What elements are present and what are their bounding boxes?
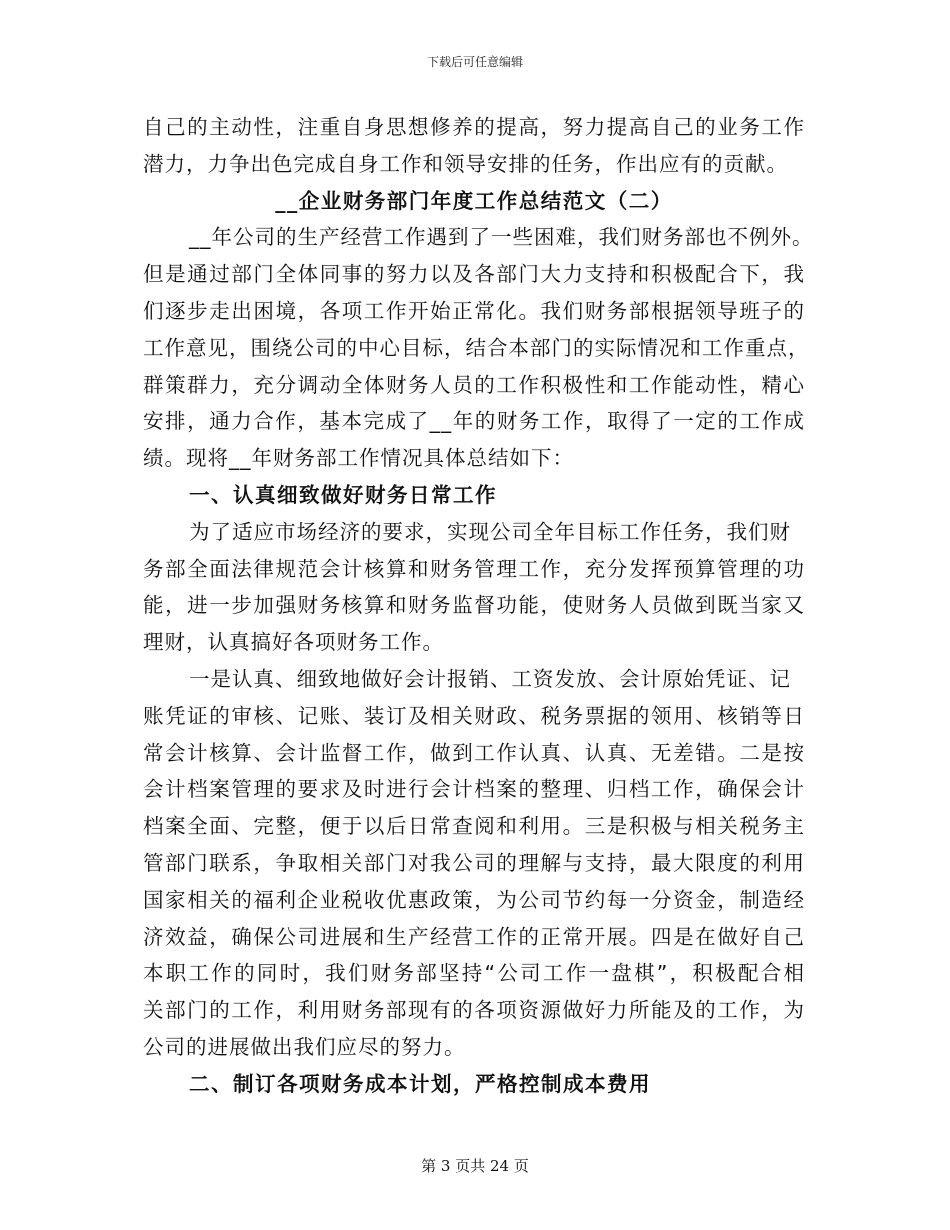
paragraph-line: 但是通过部门全体同事的努力以及各部门大力支持和积极配合下，我 bbox=[143, 262, 805, 287]
paragraph-line: 安排，通力合作，基本完成了__年的财务工作，取得了一定的工作成 bbox=[143, 409, 805, 434]
page-header: 下载后可任意编辑 bbox=[426, 55, 523, 69]
paragraph-line: 务部全面法律规范会计核算和财务管理工作，充分发挥预算管理的功 bbox=[143, 556, 805, 581]
paragraph-line: 自己的主动性，注重自身思想修养的提高，努力提高自己的业务工作 bbox=[143, 115, 805, 139]
page-footer: 第 3 页共 24 页 bbox=[421, 1157, 529, 1175]
paragraph-line: 们逐步走出困境，各项工作开始正常化。我们财务部根据领导班子的 bbox=[143, 298, 805, 323]
paragraph-line: 能，进一步加强财务核算和财务监督功能，使财务人员做到既当家又 bbox=[143, 593, 805, 618]
paragraph-line: 为了适应市场经济的要求，实现公司全年目标工作任务，我们财 bbox=[189, 519, 791, 544]
paragraph-line: __年公司的生产经营工作遇到了一些困难，我们财务部也不例外。 bbox=[189, 225, 814, 250]
paragraph-line: 济效益，确保公司进展和生产经营工作的正常开展。四是在做好自己 bbox=[143, 924, 805, 949]
paragraph-line: 群策群力，充分调动全体财务人员的工作积极性和工作能动性，精心 bbox=[143, 372, 805, 397]
paragraph-line: 潜力，力争出色完成自身工作和领导安排的任务，作出应有的贡献。 bbox=[143, 151, 788, 176]
paragraph-line: 本职工作的同时，我们财务部坚持“公司工作一盘棋”，积极配合相 bbox=[143, 961, 805, 986]
paragraph-line: 常会计核算、会计监督工作，做到工作认真、认真、无差错。二是按 bbox=[143, 740, 805, 765]
paragraph-line: 会计档案管理的要求及时进行会计档案的整理、归档工作，确保会计 bbox=[143, 777, 805, 802]
paragraph-line: 国家相关的福利企业税收优惠政策，为公司节约每一分资金，制造经 bbox=[143, 887, 805, 912]
section-heading: 二、制订各项财务成本计划，严格控制成本费用 bbox=[189, 1071, 651, 1096]
section-heading: 一、认真细致做好财务日常工作 bbox=[189, 482, 497, 507]
paragraph-line: 绩。现将__年财务部工作情况具体总结如下： bbox=[143, 446, 574, 471]
paragraph-line: 管部门联系，争取相关部门对我公司的理解与支持，最大限度的利用 bbox=[143, 850, 805, 875]
paragraph-line: 关部门的工作，利用财务部现有的各项资源做好力所能及的工作，为 bbox=[143, 998, 805, 1023]
paragraph-line: 公司的进展做出我们应尽的努力。 bbox=[143, 1034, 466, 1059]
paragraph-line: 一是认真、细致地做好会计报销、工资发放、会计原始凭证、记 bbox=[189, 666, 791, 691]
paragraph-line: 理财，认真搞好各项财务工作。 bbox=[143, 630, 444, 655]
paragraph-line: 工作意见，围绕公司的中心目标，结合本部门的实际情况和工作重点， bbox=[143, 335, 810, 360]
section-title: __企业财务部门年度工作总结范文（二） bbox=[275, 188, 673, 213]
paragraph-line: 档案全面、完整，便于以后日常查阅和利用。三是积极与相关税务主 bbox=[143, 814, 805, 839]
paragraph-line: 账凭证的审核、记账、装订及相关财政、税务票据的领用、核销等日 bbox=[143, 703, 805, 728]
document-body bbox=[143, 109, 814, 1103]
